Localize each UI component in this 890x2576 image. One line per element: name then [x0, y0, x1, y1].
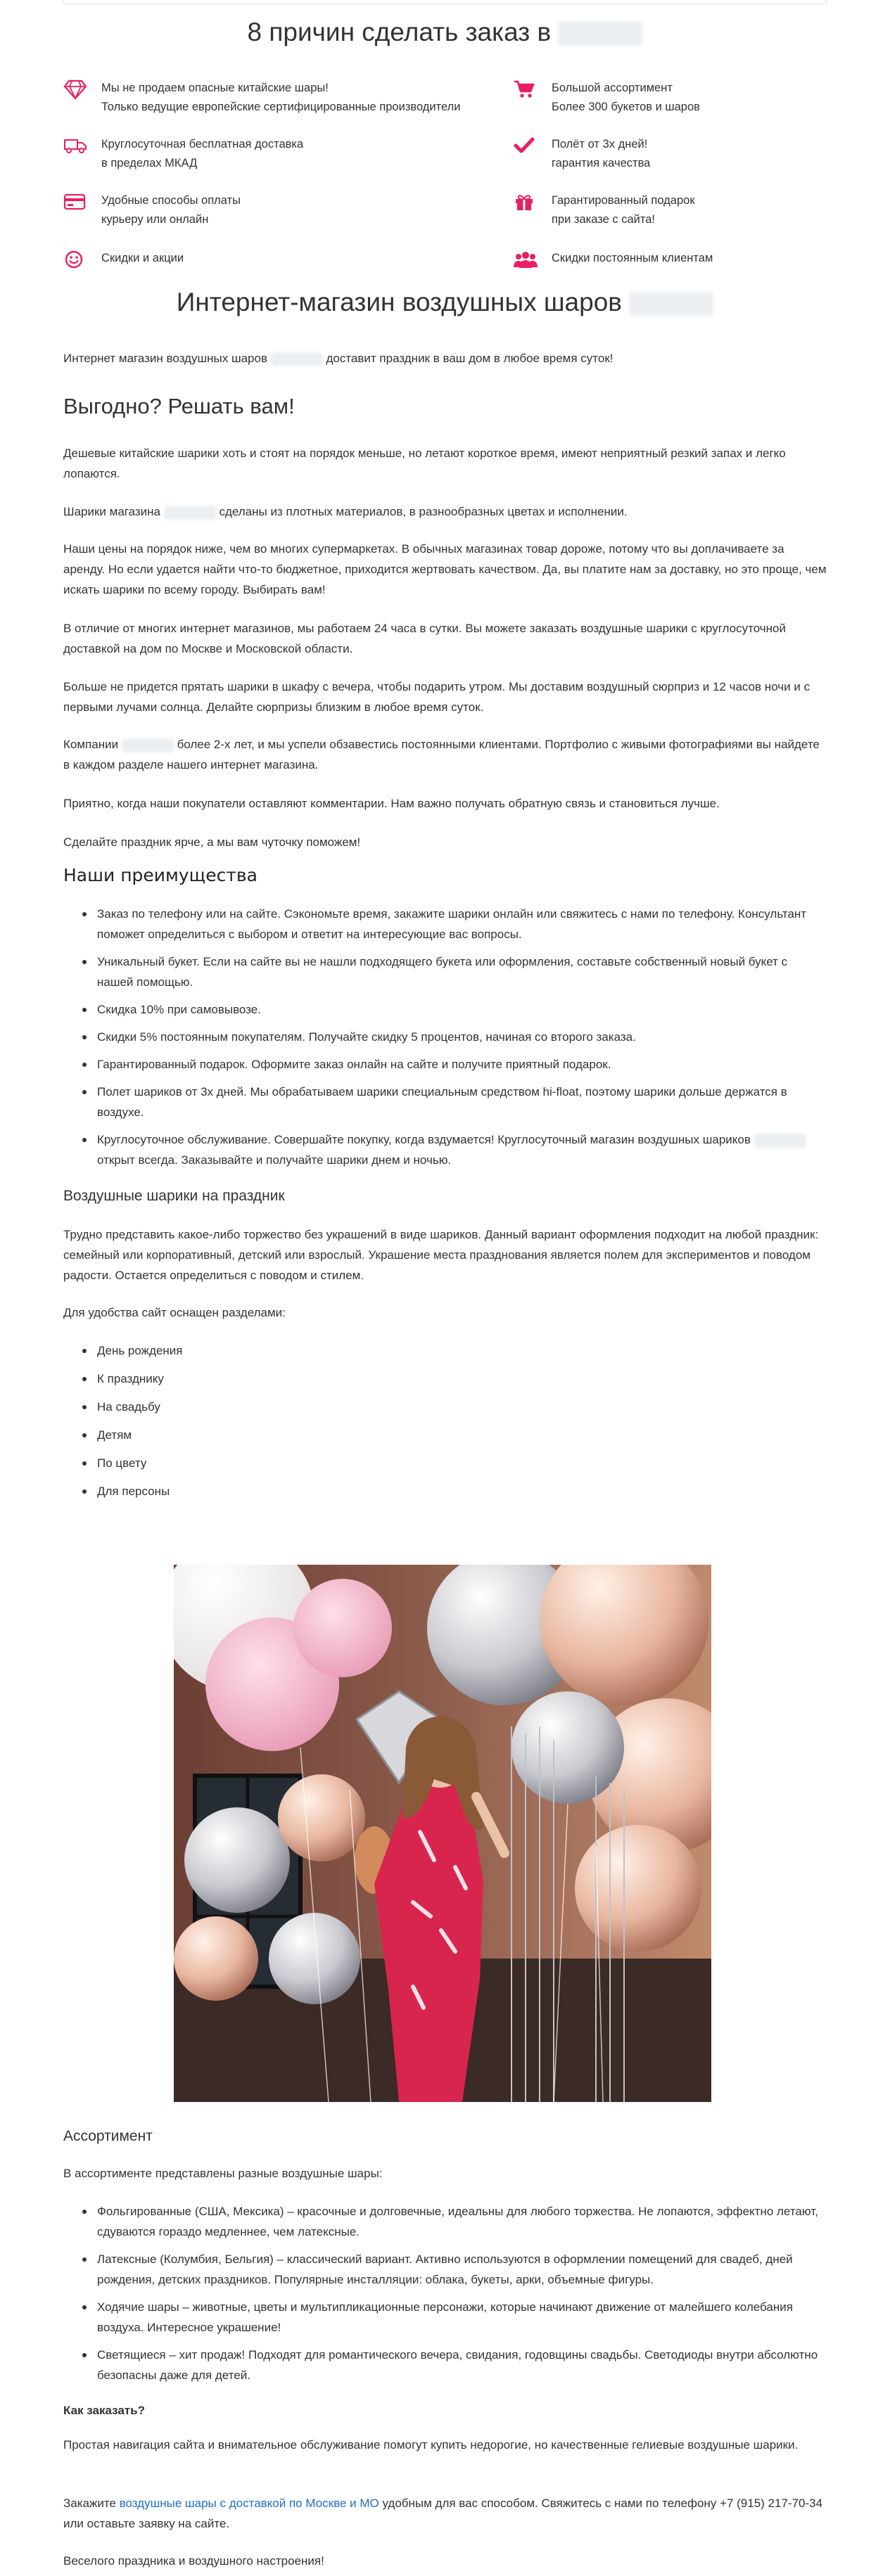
reason-line1: Полёт от 3х дней! — [552, 138, 648, 150]
benefit-paragraph-2 — [63, 501, 827, 522]
list-item — [63, 1129, 827, 1170]
shop-title — [63, 286, 827, 319]
reason-line1: Мы не продаем опасные китайские шары! — [101, 82, 329, 94]
holiday-paragraph-2: Для удобства сайт оснащен разделами: — [63, 1306, 286, 1319]
list-item: Для персоны — [63, 1481, 827, 1501]
header-bottom-border — [63, 0, 827, 4]
assortment-heading: Ассортимент — [63, 2128, 153, 2144]
redacted-brand — [754, 1134, 806, 1148]
benefit-heading: Выгодно? Решать вам! — [63, 394, 295, 418]
list-item: Ходячие шары – животные, цветы и мультипликационные персонажи, которые начинают движение от малейшего колебания воздуха. Интересное украшение! — [63, 2297, 827, 2338]
assortment-paragraph-1: В ассортименте представлены разные воздушные шары: — [63, 2167, 383, 2180]
list-item: Гарантированный подарок. Оформите заказ онлайн на сайте и получите приятный подарок. — [63, 1054, 827, 1075]
order-p2-a: Закажите — [63, 2497, 116, 2510]
redacted-brand — [558, 22, 642, 46]
smiley-icon — [63, 249, 87, 270]
gift-icon — [514, 191, 538, 212]
reason-line1: Большой ассортимент — [552, 82, 673, 94]
list-item: Полет шариков от 3х дней. Мы обрабатываем шарики специальным средством hi-float, поэтому шарики дольше держатся в воздухе. — [63, 1082, 827, 1122]
reasons-title — [63, 15, 827, 49]
redacted-brand — [271, 352, 323, 366]
reason-line1: Скидки постоянным клиентам — [552, 252, 713, 264]
order-paragraph-2 — [63, 2493, 827, 2534]
reason-line1: Удобные способы оплаты — [101, 194, 241, 207]
benefit-paragraph-7: Приятно, когда наши покупатели оставляют комментарии. Нам важно получать обратную связь и становиться лучше. — [63, 797, 720, 810]
sections-list — [63, 1340, 827, 1501]
list-item: На свадьбу — [63, 1397, 827, 1417]
benefit-paragraph-3: Наши цены на порядок ниже, чем во многих супермаркетах. В обычных магазинах товар дороже, потому что вы доплачиваете за аренду. Но если удается найти что-то бюджетное, приходится жертвовать качеством. Да, вы платите нам за доставку, но это проще, чем искать шарики по всему городу. Выбирать вам! — [63, 542, 827, 596]
redacted-brand — [629, 292, 713, 316]
order-paragraph-3: Веселого праздника и воздушного настроения! — [63, 2554, 324, 2568]
list-item: Уникальный букет. Если на сайте вы не нашли подходящего букета или оформления, составьте собственный новый букет с нашей помощью. — [63, 951, 827, 992]
reason-line2: курьеру или онлайн — [101, 213, 209, 226]
reason-item-1 — [63, 79, 460, 117]
reason-line2: при заказе с сайта! — [552, 213, 655, 226]
list-item: Скидка 10% при самовывозе. — [63, 999, 827, 1020]
list-item: Фольгированные (США, Мексика) – красочные и долговечные, идеальны для любого торжества. Не лопаются, эффектно летают, сдуваются гораздо медленнее, чем латексные. — [63, 2201, 827, 2242]
advantages-list — [63, 904, 827, 1170]
reasons-title-text: 8 причин сделать заказ в — [247, 18, 552, 46]
credit-card-icon — [63, 191, 87, 212]
reason-line2: гарантия качества — [552, 157, 651, 169]
advantage-last-b: открыт всегда. Заказывайте и получайте шарики днем и ночью. — [97, 1153, 452, 1167]
reason-item-6 — [514, 191, 695, 229]
list-item: Скидки 5% постоянным покупателям. Получайте скидку 5 процентов, начиная со второго заказа. — [63, 1027, 827, 1047]
list-item: Заказ по телефону или на сайте. Сэкономьте время, закажите шарики онлайн или свяжитесь с нами по телефону. Консультант поможет определиться с выбором и ответит на интересующие вас вопросы. — [63, 904, 827, 944]
shopping-cart-icon — [514, 79, 538, 100]
holiday-paragraph-1: Трудно представить какое-либо торжество без украшений в виде шариков. Данный вариант оформления подходит на любой праздник: семейный или корпоративный, детский или взрослый. Украшение места празднования является полем для экспериментов и поводом радости. Остается определиться с поводом и стилем. — [63, 1228, 819, 1282]
reason-line2: в пределах МКАД — [101, 157, 198, 169]
list-item: День рождения — [63, 1340, 827, 1361]
redacted-brand — [164, 506, 216, 520]
checkmark-icon — [514, 135, 538, 156]
shop-intro-b: доставит праздник в ваш дом в любое время суток! — [326, 352, 614, 365]
reason-line1: Скидки и акции — [101, 252, 184, 264]
users-group-icon — [514, 249, 538, 270]
benefit-p2-a: Шарики магазина — [63, 505, 161, 518]
order-paragraph-1: Простая навигация сайта и внимательное обслуживание помогут купить недорогие, но качественные гелиевые воздушные шарики. — [63, 2438, 799, 2452]
reason-item-2 — [514, 79, 700, 117]
delivery-link[interactable]: воздушные шары с доставкой по Москве и МО — [119, 2497, 379, 2510]
list-item: По цвету — [63, 1453, 827, 1473]
benefit-paragraph-5: Больше не придется прятать шарики в шкафу с вечера, чтобы подарить утром. Мы доставим воздушный сюрприз и 12 часов ночи и с первыми лучами солнца. Делайте сюрпризы близким в любое время суток. — [63, 680, 810, 714]
benefit-p2-b: сделаны из плотных материалов, в разнообразных цветах и исполнении. — [219, 505, 628, 518]
holiday-heading: Воздушные шарики на праздник — [63, 1188, 285, 1204]
order-heading: Как заказать? — [63, 2404, 145, 2417]
assortment-list — [63, 2201, 827, 2385]
delivery-truck-icon — [63, 135, 87, 156]
diamond-icon — [63, 79, 87, 100]
reason-line1: Гарантированный подарок — [552, 194, 695, 207]
list-item: Латексные (Колумбия, Бельгия) – классический вариант. Активно используются в оформлении помещений для свадеб, дней рождения, детских праздников. Популярные инсталляции: облака, букеты, арки, объемные фигуры. — [63, 2249, 827, 2290]
shop-title-text: Интернет-магазин воздушных шаров — [176, 288, 622, 316]
reason-item-8 — [514, 249, 713, 270]
list-item: К празднику — [63, 1369, 827, 1389]
reason-item-5 — [63, 191, 241, 229]
benefit-paragraph-8: Сделайте праздник ярче, а мы вам чуточку поможем! — [63, 835, 361, 849]
advantage-last-a: Круглосуточное обслуживание. Совершайте покупку, когда вздумается! Круглосуточный магазин воздушных шариков — [97, 1133, 751, 1146]
benefit-paragraph-4: В отличие от многих интернет магазинов, мы работаем 24 часа в сутки. Вы можете заказать воздушные шарики с круглосуточной доставкой на дом по Москве и Московской области. — [63, 622, 786, 655]
benefit-p6-a: Компании — [63, 738, 119, 751]
advantages-heading: Наши преимущества — [63, 865, 258, 885]
reason-line2: Только ведущие европейские сертифицированные производители — [101, 101, 461, 113]
reason-line1: Круглосуточная бесплатная доставка — [101, 138, 304, 150]
list-item: Детям — [63, 1425, 827, 1445]
reason-item-7 — [63, 249, 184, 270]
reason-item-4 — [514, 135, 650, 173]
benefit-paragraph-1: Дешевые китайские шарики хоть и стоят на порядок меньше, но летают короткое время, имеют неприятный резкий запах и легко лопаются. — [63, 447, 786, 480]
reason-item-3 — [63, 135, 303, 173]
reason-line2: Более 300 букетов и шаров — [552, 101, 700, 113]
balloons-photo — [174, 1565, 711, 2102]
benefit-paragraph-6 — [63, 734, 827, 775]
benefit-p6-b: более 2-х лет, и мы успели обзавестись постоянными клиентами. Портфолио с живыми фотографиями вы найдете в каждом разделе нашего интернет магазина. — [63, 738, 820, 771]
order-p2-b: удобным для вас способом. Свяжитесь с нами по телефону +7 (915) 217-70-34 или оставьте заявку на сайте. — [63, 2497, 823, 2530]
shop-intro-a: Интернет магазин воздушных шаров — [63, 352, 267, 365]
shop-intro — [63, 348, 827, 369]
list-item: Светящиеся – хит продаж! Подходят для романтического вечера, свидания, годовщины свадьбы. Светодиоды внутри абсолютно безопасны даже для детей. — [63, 2345, 827, 2385]
redacted-brand — [122, 738, 174, 752]
